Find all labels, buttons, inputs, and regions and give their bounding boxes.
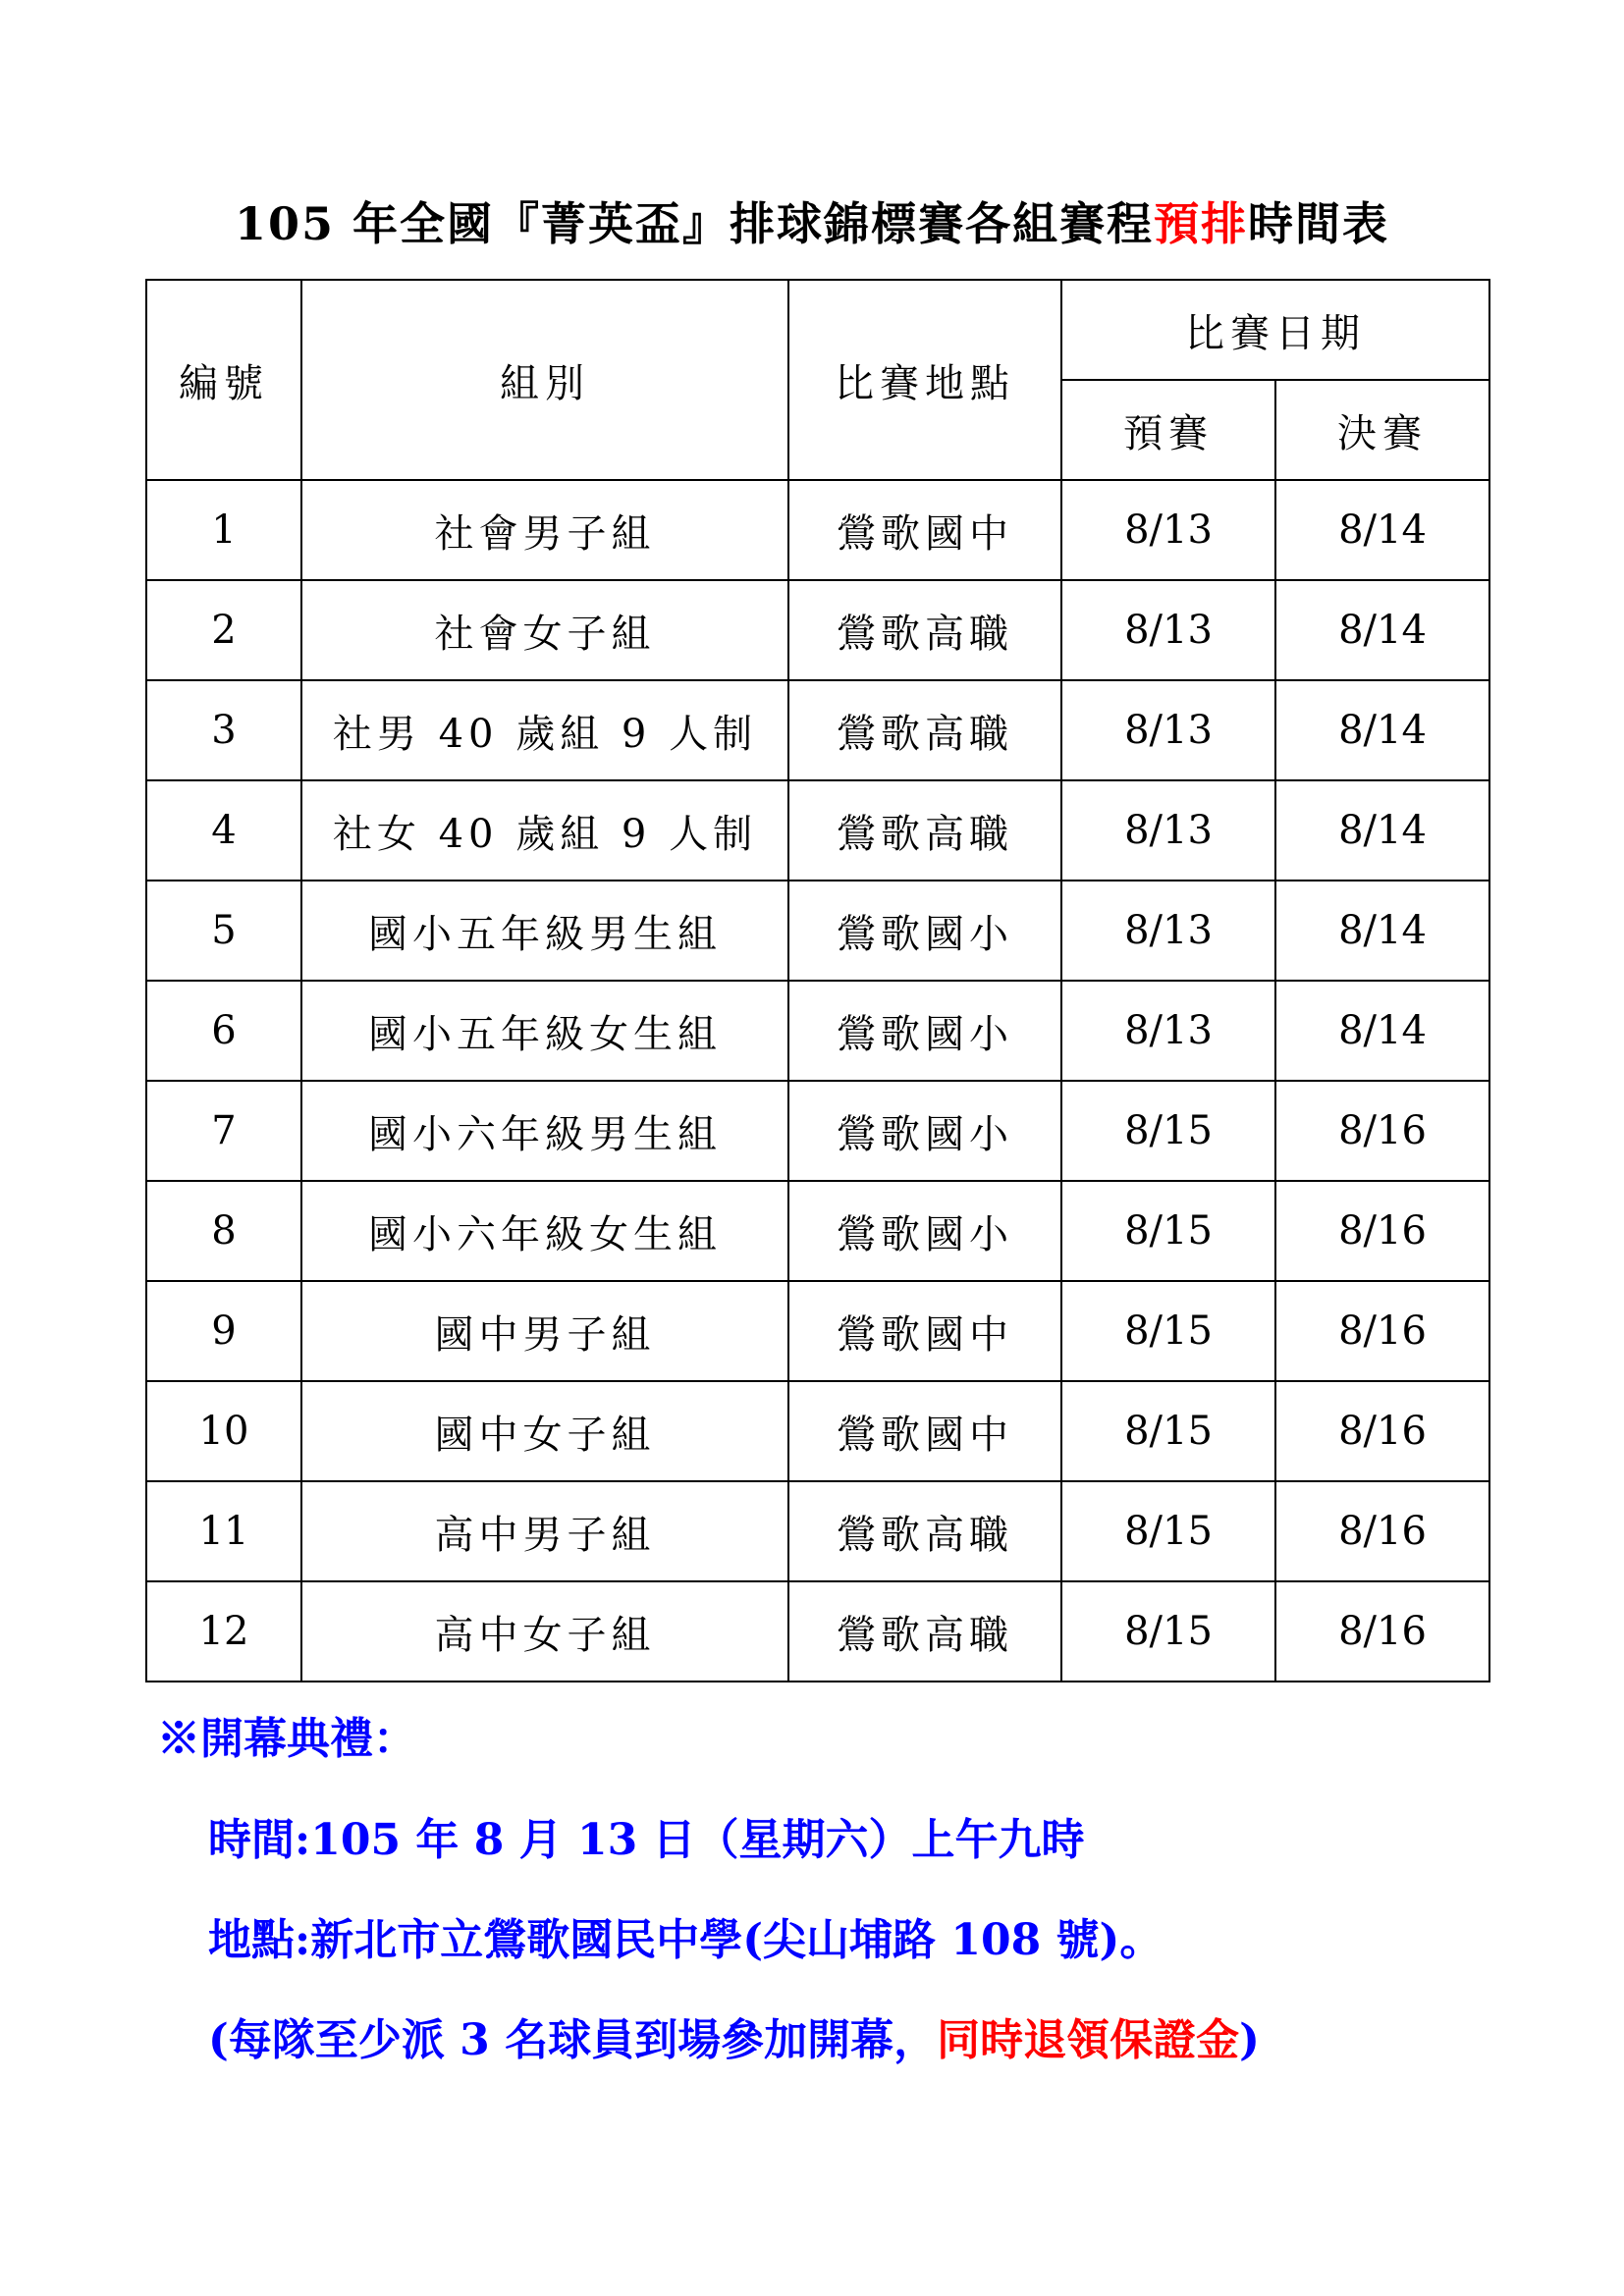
table-row (146, 680, 1489, 780)
cell-final: 8/16 (1275, 1581, 1489, 1682)
reminder-part1: (每隊至少派 3 名球員到場參加開幕， (208, 2015, 938, 2065)
cell-number: 8 (146, 1181, 301, 1281)
cell-final: 8/14 (1275, 881, 1489, 981)
table-row (146, 780, 1489, 881)
cell-venue: 鶯歌高職 (788, 1481, 1061, 1581)
cell-group: 高中男子組 (301, 1481, 788, 1581)
cell-group: 高中女子組 (301, 1581, 788, 1682)
cell-prelim: 8/15 (1061, 1381, 1275, 1481)
title-part2: 時間表 (1248, 197, 1390, 250)
table-row (146, 1181, 1489, 1281)
ceremony-place: 地點:新北市立鶯歌國民中學(尖山埔路 108 號)。 (208, 1915, 1164, 1965)
ceremony-time: 時間:105 年 8 月 13 日（星期六）上午九時 (208, 1815, 1085, 1865)
table-row (146, 1581, 1489, 1682)
cell-number: 3 (146, 680, 301, 780)
cell-group: 國中女子組 (301, 1381, 788, 1481)
cell-prelim: 8/13 (1061, 680, 1275, 780)
title-highlight: 預排 (1154, 197, 1249, 250)
cell-group: 國小五年級女生組 (301, 981, 788, 1081)
reminder-highlight: 同時退領保證金 (937, 2015, 1240, 2065)
header-prelim: 預賽 (1061, 380, 1275, 480)
cell-final: 8/14 (1275, 480, 1489, 580)
cell-final: 8/16 (1275, 1481, 1489, 1581)
table-row (146, 1381, 1489, 1481)
cell-number: 10 (146, 1381, 301, 1481)
header-group: 組別 (301, 280, 788, 480)
cell-final: 8/14 (1275, 780, 1489, 881)
table-row (146, 981, 1489, 1081)
cell-prelim: 8/13 (1061, 981, 1275, 1081)
schedule-table (145, 279, 1490, 1682)
cell-final: 8/16 (1275, 1281, 1489, 1381)
cell-venue: 鶯歌國小 (788, 1181, 1061, 1281)
cell-final: 8/16 (1275, 1381, 1489, 1481)
cell-prelim: 8/13 (1061, 881, 1275, 981)
table-row (146, 480, 1489, 580)
header-final: 決賽 (1275, 380, 1489, 480)
cell-group: 國小六年級女生組 (301, 1181, 788, 1281)
cell-group: 國小五年級男生組 (301, 881, 788, 981)
cell-number: 5 (146, 881, 301, 981)
header-venue: 比賽地點 (788, 280, 1061, 480)
cell-prelim: 8/15 (1061, 1181, 1275, 1281)
table-row (146, 1081, 1489, 1181)
header-row (146, 280, 1489, 380)
cell-venue: 鶯歌高職 (788, 680, 1061, 780)
cell-prelim: 8/15 (1061, 1081, 1275, 1181)
cell-final: 8/14 (1275, 981, 1489, 1081)
cell-final: 8/14 (1275, 580, 1489, 680)
cell-venue: 鶯歌國中 (788, 480, 1061, 580)
cell-prelim: 8/13 (1061, 780, 1275, 881)
cell-number: 11 (146, 1481, 301, 1581)
cell-number: 2 (146, 580, 301, 680)
cell-venue: 鶯歌國中 (788, 1281, 1061, 1381)
cell-venue: 鶯歌國小 (788, 1081, 1061, 1181)
cell-prelim: 8/15 (1061, 1481, 1275, 1581)
ceremony-reminder (208, 2004, 1583, 2067)
cell-venue: 鶯歌國中 (788, 1381, 1061, 1481)
cell-venue: 鶯歌高職 (788, 780, 1061, 881)
cell-venue: 鶯歌高職 (788, 580, 1061, 680)
cell-group: 國中男子組 (301, 1281, 788, 1381)
cell-group: 社會男子組 (301, 480, 788, 580)
cell-prelim: 8/13 (1061, 480, 1275, 580)
cell-venue: 鶯歌國小 (788, 881, 1061, 981)
cell-number: 9 (146, 1281, 301, 1381)
table-row (146, 580, 1489, 680)
header-number: 編號 (146, 280, 301, 480)
cell-final: 8/14 (1275, 680, 1489, 780)
cell-venue: 鶯歌國小 (788, 981, 1061, 1081)
cell-number: 4 (146, 780, 301, 881)
cell-number: 1 (146, 480, 301, 580)
cell-prelim: 8/15 (1061, 1281, 1275, 1381)
header-date: 比賽日期 (1061, 280, 1489, 380)
cell-prelim: 8/15 (1061, 1581, 1275, 1682)
cell-number: 7 (146, 1081, 301, 1181)
cell-venue: 鶯歌高職 (788, 1581, 1061, 1682)
title-part1: 105 年全國『菁英盃』排球錦標賽各組賽程 (234, 197, 1155, 250)
table-row (146, 1281, 1489, 1381)
cell-group: 社會女子組 (301, 580, 788, 680)
cell-final: 8/16 (1275, 1181, 1489, 1281)
cell-group: 社女 40 歲組 9 人制 (301, 780, 788, 881)
cell-group: 國小六年級男生組 (301, 1081, 788, 1181)
table-row (146, 881, 1489, 981)
cell-group: 社男 40 歲組 9 人制 (301, 680, 788, 780)
cell-number: 6 (146, 981, 301, 1081)
ceremony-heading: ※開幕典禮： (157, 1714, 416, 1764)
cell-number: 12 (146, 1581, 301, 1682)
page-title (0, 188, 1624, 253)
reminder-part2: ) (1239, 2015, 1260, 2065)
cell-prelim: 8/13 (1061, 580, 1275, 680)
cell-final: 8/16 (1275, 1081, 1489, 1181)
table-row (146, 1481, 1489, 1581)
